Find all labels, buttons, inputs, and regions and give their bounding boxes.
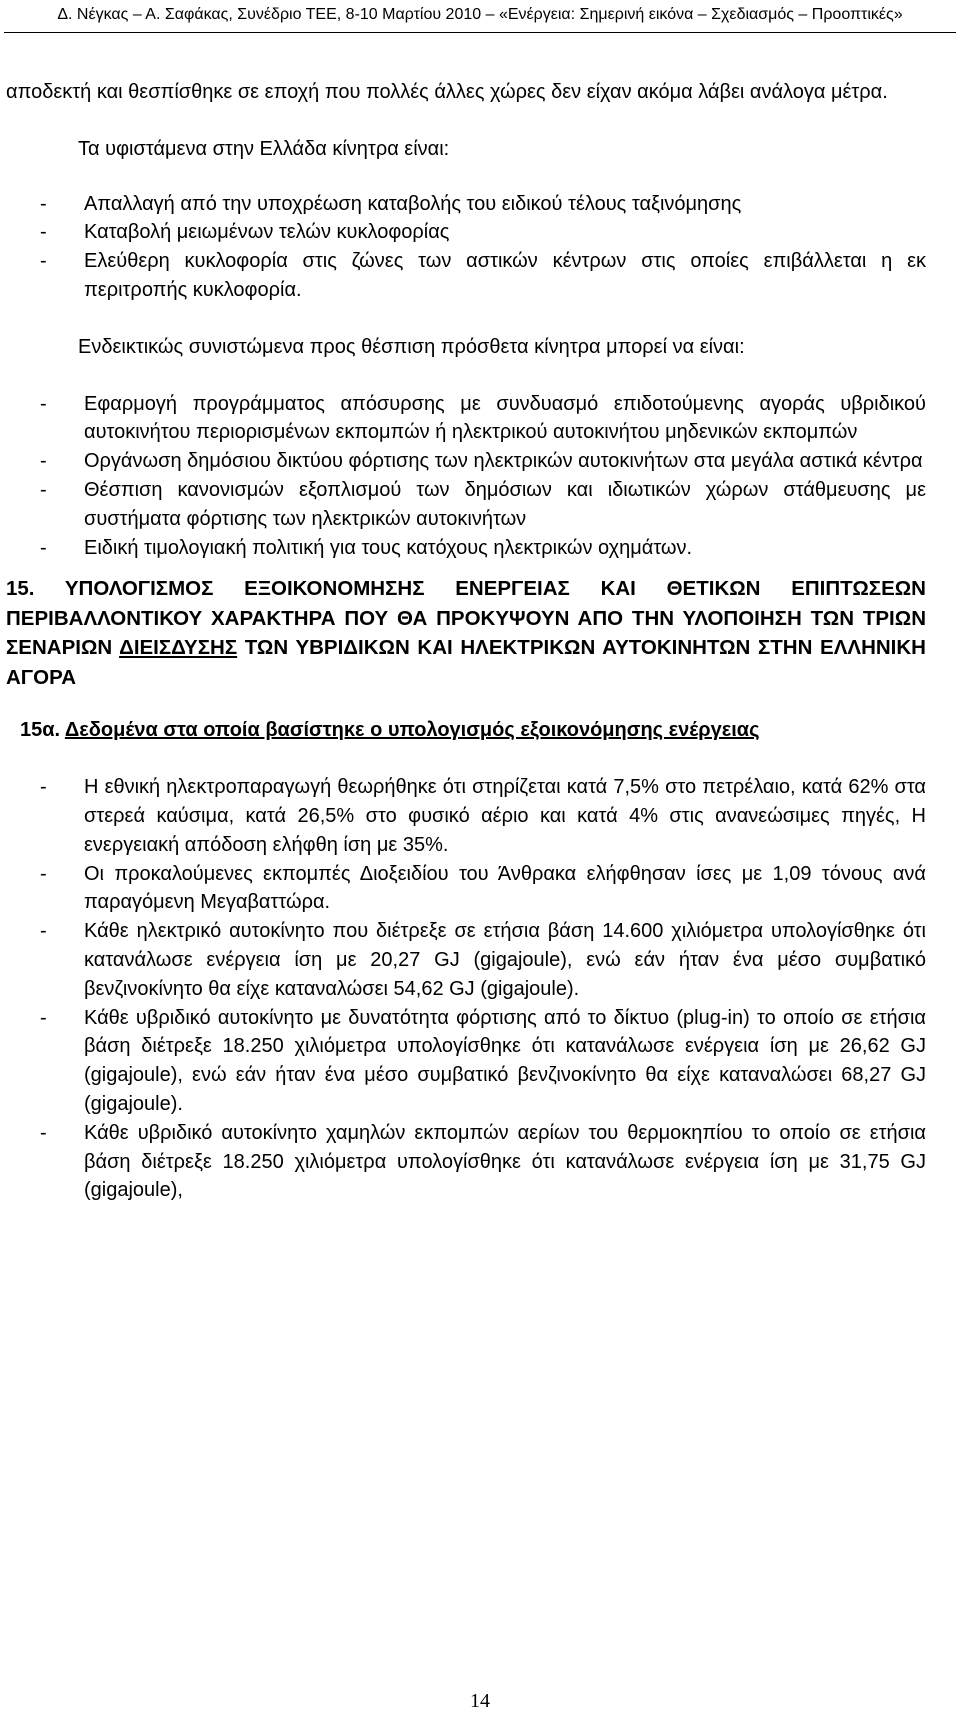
recommended-list — [6, 390, 926, 563]
list-dash: - — [40, 192, 47, 215]
list-item — [6, 860, 926, 918]
list-dash: - — [40, 776, 47, 799]
list-dash: - — [40, 862, 47, 885]
list-dash: - — [40, 1006, 47, 1029]
list-item-text: Κάθε υβριδικό αυτοκίνητο χαμηλών εκπομπών αερίων του θερμοκηπίου το οποίο σε ετήσια βάση διέτρεξε 18.250 χιλιόμετρα υπολογίσθηκε ότι κατανάλωσε ενέργεια ίση με 31,75 GJ (gigajoule), — [84, 1121, 926, 1202]
list-item — [6, 390, 926, 448]
running-header: Δ. Νέγκας – Α. Σαφάκας, Συνέδριο ΤΕΕ, 8-10 Μαρτίου 2010 – «Ενέργεια: Σημερινή εικόνα – Σχεδιασμός – Προοπτικές» — [57, 6, 903, 23]
list-item-text: Απαλλαγή από την υποχρέωση καταβολής του ειδικού τέλους ταξινόμησης — [84, 192, 742, 215]
list-item-text: Ελεύθερη κυκλοφορία στις ζώνες των αστικών κέντρων στις οποίες επιβάλλεται η εκ περιτροπής κυκλοφορία. — [84, 250, 926, 301]
subsection-heading-15a — [6, 716, 926, 745]
list-item-text: Ειδική τιμολογιακή πολιτική για τους κατόχους ηλεκτρικών οχημάτων. — [84, 536, 693, 559]
list-item — [6, 247, 926, 305]
list-item-text: Θέσπιση κανονισμών εξοπλισμού των δημόσιων και ιδιωτικών χώρων στάθμευσης με συστήματα φόρτισης των ηλεκτρικών αυτοκινήτων — [84, 478, 926, 530]
section-heading-15-part3: ΤΩΝ ΥΒΡΙΔΙΚΩΝ ΚΑΙ ΗΛΕΚΤΡΙΚΩΝ ΑΥΤΟΚΙΝΗΤΩΝ ΣΤΗΝ ΕΛΛΗΝΙΚΗ ΑΓΟΡΑ — [6, 636, 926, 689]
list-item-text: Κάθε υβριδικό αυτοκίνητο με δυνατότητα φόρτισης από το δίκτυο (plug-in) το οποίο σε ετήσια βάση διέτρεξε 18.250 χιλιόμετρα υπολογίσθηκε ότι κατανάλωσε ενέργεια ίση με 26,62 GJ (gigajoule), ενώ εάν ήταν ένα μέσο συμβατικό βενζινοκίνητο θα είχε καταναλώσει 68,27 GJ (gigajoule). — [84, 1006, 926, 1115]
page-body — [6, 78, 926, 1205]
subsection-number: 15α. — [20, 719, 65, 742]
header-rule — [4, 32, 956, 33]
list-dash: - — [40, 536, 47, 559]
section-heading-15-part1: 15. ΥΠΟΛΟΓΙΣΜΟΣ ΕΞΟΙΚΟΝΟΜΗΣΗΣ ΕΝΕΡΓΕΙΑΣ ΚΑΙ ΘΕΤΙΚΩΝ ΕΠΙΠΤΩΣΕΩΝ ΠΕΡΙΒΑΛΛΟΝΤΙΚΟΥ ΧΑΡΑΚΤΗΡΑ ΠΟΥ ΘΑ ΠΡΟΚΥΨΟΥΝ ΑΠΟ ΤΗΝ ΥΛΟΠΟΙΗΣΗ ΤΩΝ ΤΡΙΩΝ ΣΕΝΑΡΙΩΝ — [6, 577, 926, 660]
list-item — [6, 534, 926, 563]
list-dash: - — [40, 221, 47, 244]
subsection-title: Δεδομένα στα οποία βασίστηκε ο υπολογισμός εξοικονόμησης ενέργειας — [64, 719, 760, 742]
paragraph-recommended-intro: Ενδεικτικώς συνιστώμενα προς θέσπιση πρόσθετα κίνητρα μπορεί να είναι: — [78, 335, 745, 358]
list-item — [6, 447, 926, 476]
list-item — [6, 1119, 926, 1205]
list-dash: - — [40, 478, 47, 501]
page-number: 14 — [470, 1690, 490, 1712]
list-item — [6, 190, 926, 219]
list-dash: - — [40, 250, 47, 273]
list-dash: - — [40, 450, 47, 473]
paragraph-continuation: αποδεκτή και θεσπίσθηκε σε εποχή που πολλές άλλες χώρες δεν είχαν ακόμα λάβει ανάλογα μέτρα. — [6, 81, 888, 103]
data-list — [6, 773, 926, 1205]
list-item-text: Οργάνωση δημόσιου δικτύου φόρτισης των ηλεκτρικών αυτοκινήτων στα μεγάλα αστικά κέντρα — [84, 450, 923, 473]
list-item — [6, 773, 926, 859]
section-heading-15 — [6, 574, 926, 692]
list-item-text: Οι προκαλούμενες εκπομπές Διοξειδίου του Άνθρακα ελήφθησαν ίσες με 1,09 τόνους ανά παραγόμενη Μεγαβαττώρα. — [84, 862, 926, 914]
list-item-text: Η εθνική ηλεκτροπαραγωγή θεωρήθηκε ότι στηρίζεται κατά 7,5% στο πετρέλαιο, κατά 62% στα στερεά καύσιμα, κατά 26,5% στο φυσικό αέριο και κατά 4% στις ανανεώσιμες πηγές, Η ενεργειακή απόδοση ελήφθη ίση με 35%. — [84, 776, 926, 856]
section-heading-15-part2: ΔΙΕΙΣΔΥΣΗΣ — [119, 636, 238, 660]
list-item — [6, 917, 926, 1003]
list-item — [6, 476, 926, 534]
list-item — [6, 218, 926, 247]
paragraph-incentives-intro: Τα υφιστάμενα στην Ελλάδα κίνητρα είναι: — [78, 137, 450, 160]
list-dash: - — [40, 920, 47, 943]
list-dash: - — [40, 392, 47, 415]
list-item-text: Κάθε ηλεκτρικό αυτοκίνητο που διέτρεξε σε ετήσια βάση 14.600 χιλιόμετρα υπολογίσθηκε ότι κατανάλωσε ενέργεια ίση με 20,27 GJ (gigajoule), ενώ εάν ήταν ένα μέσο συμβατικό βενζινοκίνητο θα είχε καταναλώσει 54,62 GJ (gigajoule). — [84, 920, 926, 1000]
incentives-list — [6, 190, 926, 305]
list-item-text: Καταβολή μειωμένων τελών κυκλοφορίας — [84, 221, 450, 244]
list-item — [6, 1004, 926, 1119]
list-dash: - — [40, 1121, 47, 1144]
list-item-text: Εφαρμογή προγράμματος απόσυρσης με συνδυασμό επιδοτούμενης αγοράς υβριδικού αυτοκινήτου περιορισμένων εκπομπών ή ηλεκτρικού αυτοκινήτου μηδενικών εκπομπών — [84, 392, 926, 444]
